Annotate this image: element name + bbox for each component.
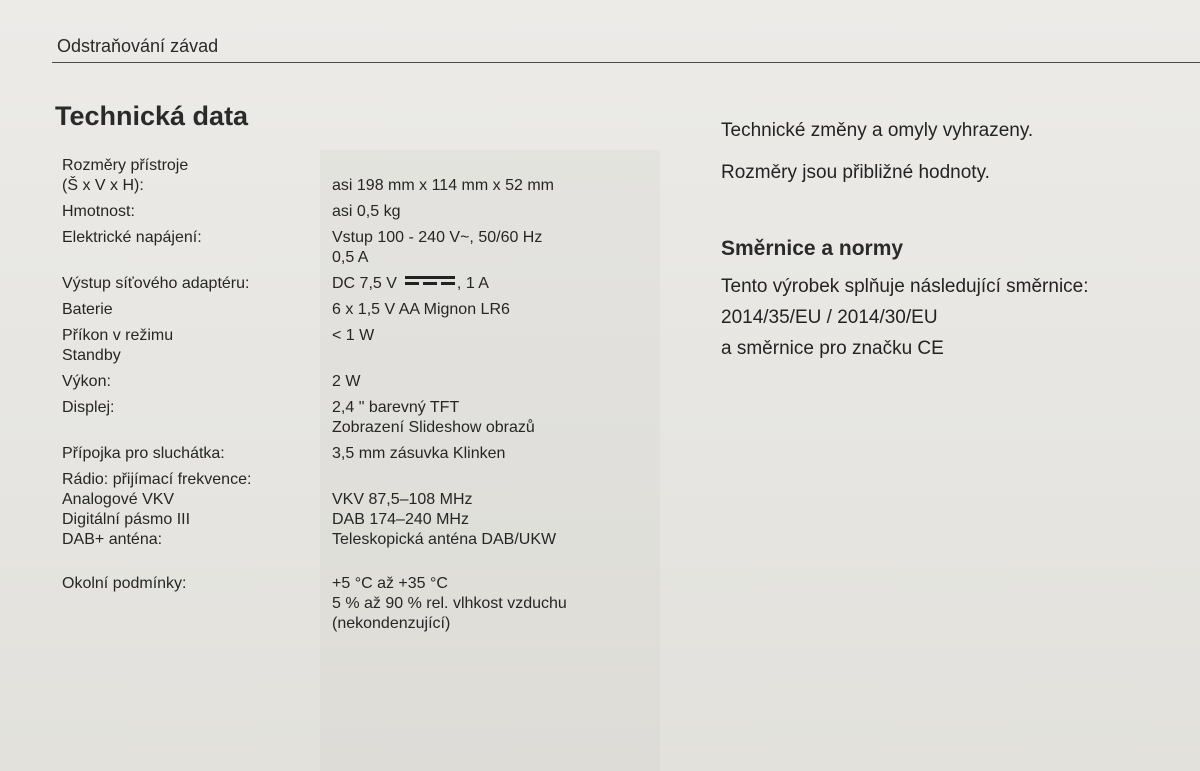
norms-directives: 2014/35/EU / 2014/30/EU (721, 307, 938, 328)
spec-value: Teleskopická anténa DAB/UKW (332, 531, 557, 548)
section-title-technical-data: Technická data (55, 101, 249, 131)
spec-value: 0,5 A (332, 249, 369, 266)
spec-value: VKV 87,5–108 MHz (332, 491, 473, 508)
right-column (721, 119, 1191, 368)
spec-row-batteries (62, 300, 662, 320)
spec-row-antenna (62, 530, 662, 550)
spec-row-power-supply (62, 228, 662, 268)
note-technical-changes: Technické změny a omyly vyhrazeny. (721, 120, 1034, 141)
spec-label: Analogové VKV (62, 491, 175, 508)
spec-label: Výkon: (62, 373, 111, 390)
spec-row-adapter-output (62, 274, 662, 294)
spec-row-analog-fm (62, 490, 662, 510)
spec-value: , 1 A (456, 275, 489, 292)
spec-row-weight (62, 202, 662, 222)
spec-label: Digitální pásmo III (62, 511, 191, 528)
spec-value: < 1 W (332, 327, 375, 344)
spec-value: 2 W (332, 373, 361, 390)
spec-value: Zobrazení Slideshow obrazů (332, 419, 535, 436)
spec-row-headphone-jack (62, 444, 662, 464)
spec-label: Elektrické napájení: (62, 229, 202, 246)
running-header: Odstraňování závad (57, 36, 219, 56)
spec-value: +5 °C až +35 °C (332, 575, 448, 592)
spec-label: Rádio: přijímací frekvence: (62, 471, 252, 488)
spec-label: Hmotnost: (62, 203, 135, 220)
spec-label: Rozměry přístroje (62, 157, 189, 174)
dc-current-symbol-icon (405, 276, 455, 287)
spec-label: Výstup síťového adaptéru: (62, 275, 250, 292)
norms-text: Tento výrobek splňuje následující směrnice: (721, 276, 1089, 297)
header-divider (52, 62, 1200, 63)
spec-value: Vstup 100 - 240 V~, 50/60 Hz (332, 229, 543, 246)
spec-label: DAB+ anténa: (62, 531, 163, 548)
spec-label: Přípojka pro sluchátka: (62, 445, 225, 462)
spec-value: DAB 174–240 MHz (332, 511, 469, 528)
spec-row-ambient-conditions (62, 574, 662, 634)
note-dimensions-approximate: Rozměry jsou přibližné hodnoty. (721, 162, 990, 183)
spec-label: Příkon v režimu (62, 327, 174, 344)
spec-row-display (62, 398, 662, 438)
spec-value: 2,4 " barevný TFT (332, 399, 460, 416)
spec-value: 6 x 1,5 V AA Mignon LR6 (332, 301, 510, 318)
spec-label: Okolní podmínky: (62, 575, 187, 592)
spec-label: Displej: (62, 399, 115, 416)
spec-row-dimensions (62, 156, 662, 196)
spec-label: Standby (62, 347, 121, 364)
section-title-norms: Směrnice a normy (721, 237, 904, 260)
spec-label: Baterie (62, 301, 113, 318)
spec-row-standby-power (62, 326, 662, 366)
spec-value: asi 0,5 kg (332, 203, 401, 220)
norms-ce: a směrnice pro značku CE (721, 338, 944, 359)
spec-value: 3,5 mm zásuvka Klinken (332, 445, 506, 462)
spec-value: 5 % až 90 % rel. vlhkost vzduchu (332, 595, 567, 612)
spec-value: (nekondenzující) (332, 615, 451, 632)
spec-value: asi 198 mm x 114 mm x 52 mm (332, 177, 554, 194)
spec-row-digital-band (62, 510, 662, 530)
spec-row-radio-frequency (62, 470, 662, 490)
spec-label: (Š x V x H): (62, 177, 144, 194)
spec-row-output-power (62, 372, 662, 392)
spec-value: DC 7,5 V (332, 275, 397, 292)
spec-table (62, 156, 662, 640)
